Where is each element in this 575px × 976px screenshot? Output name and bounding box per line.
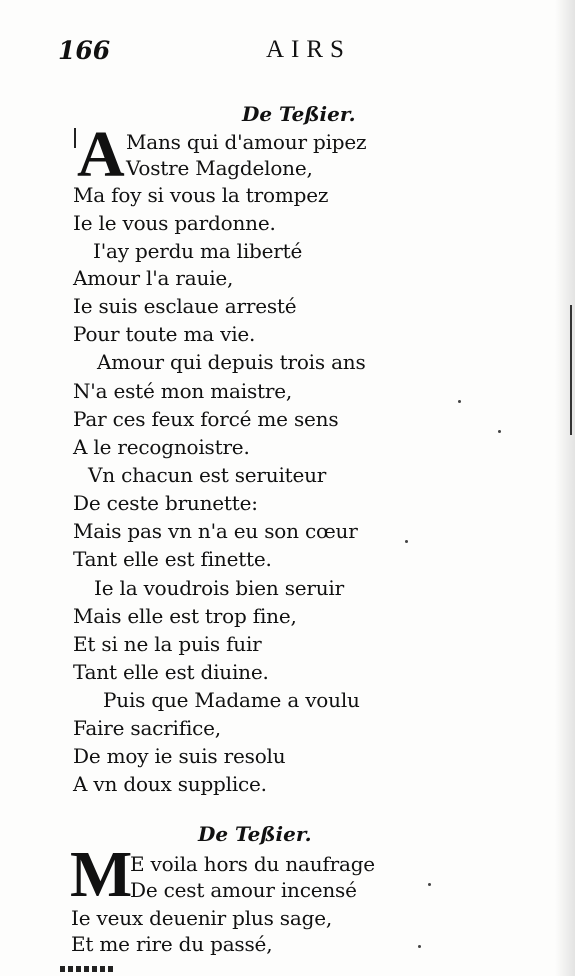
- song-2-line-1: E voila hors du naufrage: [130, 852, 375, 876]
- print-speck: [498, 430, 501, 433]
- song-2-line-4: Et me rire du passé,: [71, 932, 273, 956]
- song-1-attribution: De Teßier.: [242, 102, 356, 126]
- print-speck: [418, 945, 421, 948]
- song-2-line-2: De cest amour incensé: [130, 878, 357, 902]
- print-speck: [428, 883, 431, 886]
- song-1-line-21: Puis que Madame a voulu: [103, 688, 360, 712]
- song-1-line-12: A le recognoistre.: [73, 435, 250, 459]
- song-1-line-13: Vn chacun est seruiteur: [88, 463, 327, 487]
- song-1-line-20: Tant elle est diuine.: [73, 660, 269, 684]
- page-number: 166: [58, 36, 111, 65]
- song-1-line-22: Faire sacrifice,: [73, 716, 221, 740]
- song-2-line-3: Ie veux deuenir plus sage,: [71, 906, 332, 930]
- song-1-line-3: Ma foy si vous la trompez: [73, 183, 329, 207]
- song-1-line-2: Vostre Magdelone,: [126, 156, 313, 180]
- song-1-line-8: Pour toute ma vie.: [73, 322, 256, 346]
- bottom-ornament: [60, 966, 115, 972]
- song-1-line-17: Ie la voudrois bien seruir: [94, 576, 344, 600]
- song-1-line-11: Par ces feux forcé me sens: [73, 407, 339, 431]
- song-1-line-19: Et si ne la puis fuir: [73, 632, 262, 656]
- song-1-line-6: Amour l'a rauie,: [73, 266, 234, 290]
- running-title: AIRS: [266, 36, 351, 63]
- song-1-line-7: Ie suis esclaue arresté: [73, 294, 297, 318]
- page-edge-shadow: [555, 0, 575, 976]
- song-1-line-15: Mais pas vn n'a eu son cœur: [73, 519, 358, 543]
- song-1-line-1: Mans qui d'amour pipez: [126, 130, 367, 154]
- song-1-line-23: De moy ie suis resolu: [73, 744, 286, 768]
- song-1-line-9: Amour qui depuis trois ans: [97, 350, 366, 374]
- song-1-drop-cap: A: [77, 118, 125, 191]
- song-1-line-4: Ie le vous pardonne.: [73, 211, 276, 235]
- song-2-attribution: De Teßier.: [198, 822, 312, 846]
- song-1-line-18: Mais elle est trop fine,: [73, 604, 297, 628]
- print-speck: [458, 400, 461, 403]
- edge-mark: [570, 305, 572, 435]
- song-1-line-10: N'a esté mon maistre,: [73, 379, 292, 403]
- song-1-line-14: De ceste brunette:: [73, 491, 258, 515]
- song-1-line-5: I'ay perdu ma liberté: [93, 239, 303, 263]
- song-2-drop-cap: M: [70, 838, 133, 911]
- margin-mark: [74, 128, 76, 148]
- song-1-line-24: A vn doux supplice.: [73, 772, 267, 796]
- song-1-line-16: Tant elle est finette.: [73, 547, 272, 571]
- print-speck: [405, 540, 408, 543]
